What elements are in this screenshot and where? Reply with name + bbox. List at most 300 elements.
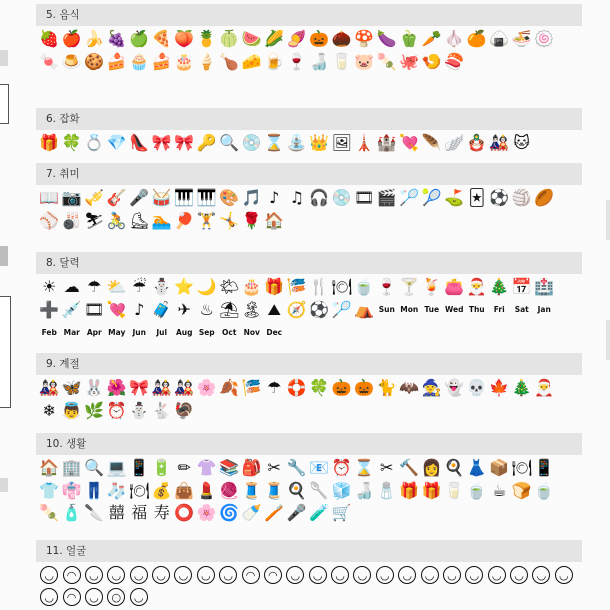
section-hobby: [36, 163, 582, 232]
emoji-icon: 🏸: [399, 188, 420, 208]
emoji-icon: 🧂: [376, 480, 397, 500]
face-icon: ◡: [107, 566, 125, 584]
emoji-icon: 🎃: [354, 378, 375, 398]
emoji-icon: 福: [131, 503, 148, 523]
emoji-icon: 🍎: [61, 29, 82, 49]
emoji-icon: 🏥: [534, 277, 555, 297]
emoji-icon: ⛅: [106, 277, 127, 297]
emoji-icon: 🌸: [196, 378, 217, 398]
edge-tab: [606, 320, 610, 360]
emoji-icon: 🎒: [241, 458, 262, 478]
emoji-icon: 👘: [61, 480, 82, 500]
right-page-edge: [600, 0, 610, 610]
emoji-icon: 🍂: [219, 378, 240, 398]
emoji-icon: 🍙: [489, 29, 510, 49]
face-icon: ◡: [174, 566, 192, 584]
emoji-icon: 🏐: [511, 188, 532, 208]
icon-grid: [36, 562, 576, 608]
emoji-icon: 🃏: [468, 188, 485, 208]
emoji-icon: 📷: [61, 188, 82, 208]
emoji-icon: 🌰: [331, 29, 352, 49]
emoji-icon: 🍆: [376, 29, 397, 49]
emoji-icon: 🎤: [129, 188, 150, 208]
emoji-icon: 🏓: [174, 210, 195, 230]
emoji-icon: 🏢: [61, 458, 82, 478]
emoji-icon: 🎵: [241, 188, 262, 208]
emoji-icon: 🎁: [264, 277, 285, 297]
emoji-icon: 💰: [151, 480, 172, 500]
emoji-icon: 🐙: [399, 51, 420, 71]
emoji-icon: 🎎: [489, 133, 510, 153]
emoji-icon: 🍸: [399, 277, 420, 297]
edge-tab: [0, 478, 8, 492]
emoji-icon: ⚽: [309, 299, 330, 319]
emoji-icon: 👠: [129, 133, 150, 153]
section-face: [36, 540, 582, 608]
section-food: [36, 4, 582, 73]
emoji-icon: 🍪: [84, 51, 105, 71]
icon-grid: [36, 130, 576, 155]
emoji-icon: 🍳: [286, 480, 307, 500]
emoji-icon: ☂: [87, 277, 102, 297]
emoji-icon: 🍳: [444, 458, 465, 478]
emoji-icon: 🥛: [331, 51, 352, 71]
emoji-icon: 🎅: [534, 378, 555, 398]
face-icon: ◡: [130, 588, 148, 606]
calendar-label-icon: Fri: [493, 305, 505, 314]
emoji-icon: 👑: [309, 133, 330, 153]
calendar-label-icon: Dec: [266, 327, 283, 337]
emoji-icon: 🎁: [399, 480, 420, 500]
emoji-icon: ♪: [269, 188, 280, 208]
emoji-icon: 🎨: [219, 188, 240, 208]
emoji-icon: 🍏: [129, 29, 150, 49]
emoji-icon: 💍: [84, 133, 105, 153]
calendar-label-icon: Sat: [514, 305, 529, 314]
emoji-icon: 🏰: [376, 133, 397, 153]
section-title: 11. 얼굴: [36, 540, 582, 562]
calendar-label-icon: Tue: [424, 305, 440, 314]
emoji-icon: 🎸: [106, 188, 127, 208]
calendar-label-icon: Jun: [132, 327, 146, 337]
emoji-icon: 🎃: [331, 378, 352, 398]
emoji-icon: 🍴: [309, 277, 330, 297]
icon-grid: [36, 455, 576, 525]
calendar-label-icon: Mon: [400, 305, 419, 314]
emoji-icon: 🗼: [354, 133, 375, 153]
emoji-icon: 🌤: [219, 277, 240, 297]
face-icon: ◡: [353, 566, 371, 584]
emoji-icon: 🎎: [174, 378, 195, 398]
emoji-icon: ⛳: [444, 188, 465, 208]
section-title: 5. 음식: [36, 4, 582, 26]
emoji-icon: 囍: [108, 503, 125, 523]
emoji-icon: 🍽: [331, 277, 352, 297]
emoji-icon: ☕: [492, 480, 507, 500]
emoji-icon: ⛰: [267, 299, 281, 319]
face-icon: ◠: [63, 588, 81, 606]
emoji-icon: 🧙: [421, 378, 442, 398]
emoji-icon: 📱: [129, 458, 150, 478]
face-icon: ◠: [264, 566, 282, 584]
icon-grid: [36, 26, 576, 73]
emoji-icon: 🎾: [421, 188, 442, 208]
emoji-icon: 🌀: [219, 503, 240, 523]
emoji-icon: 🧁: [129, 51, 150, 71]
emoji-icon: 🔪: [84, 503, 105, 523]
emoji-icon: 💉: [61, 299, 82, 319]
emoji-icon: 🧊: [331, 480, 352, 500]
emoji-icon: 🍹: [421, 277, 442, 297]
emoji-icon: 🔋: [151, 458, 172, 478]
emoji-icon: 🎄: [489, 277, 510, 297]
emoji-icon: 🧀: [241, 51, 262, 71]
face-icon: ○: [107, 588, 125, 606]
face-icon: ◠: [242, 566, 260, 584]
emoji-icon: 🥛: [444, 480, 465, 500]
emoji-icon: 🍥: [534, 29, 555, 49]
emoji-icon: 🐇: [151, 400, 172, 420]
emoji-icon: 🍁: [489, 378, 510, 398]
emoji-icon: 🍵: [534, 480, 555, 500]
emoji-icon: 💀: [466, 378, 487, 398]
face-icon: ◡: [85, 566, 103, 584]
edge-tab: [0, 246, 8, 266]
emoji-icon: 🍊: [466, 29, 487, 49]
emoji-icon: 🍌: [84, 29, 105, 49]
face-icon: ◡: [510, 566, 528, 584]
emoji-icon: 🌽: [264, 29, 285, 49]
emoji-icon: 🍬: [39, 51, 60, 71]
section-title: 8. 달력: [36, 252, 582, 274]
emoji-icon: 🎄: [511, 378, 532, 398]
emoji-icon: 💎: [106, 133, 127, 153]
face-icon: ◠: [63, 566, 81, 584]
emoji-icon: ☀: [42, 277, 57, 297]
emoji-icon: 🌺: [106, 378, 127, 398]
emoji-icon: 🍜: [511, 29, 532, 49]
section-title: 7. 취미: [36, 163, 582, 185]
emoji-icon: 🎞: [84, 299, 105, 319]
emoji-icon: 🥄: [309, 480, 330, 500]
emoji-icon: 🎀: [129, 378, 150, 398]
calendar-label-icon: Thu: [468, 305, 485, 314]
emoji-icon: 🎃: [309, 29, 330, 49]
emoji-icon: ⏰: [331, 458, 352, 478]
emoji-icon: 📅: [511, 277, 532, 297]
left-page-edge: [0, 0, 14, 610]
edge-box: [0, 84, 9, 124]
emoji-icon: 👼: [61, 400, 82, 420]
emoji-icon: ✏: [177, 458, 191, 478]
face-icon: ◡: [421, 566, 439, 584]
emoji-icon: ♨: [199, 299, 214, 319]
emoji-icon: 🍣: [444, 51, 465, 71]
emoji-icon: 🎬: [376, 188, 397, 208]
emoji-icon: 🐰: [84, 378, 105, 398]
emoji-icon: 🍇: [106, 29, 127, 49]
edge-box: [0, 296, 11, 408]
emoji-icon: ⛲: [286, 133, 307, 153]
emoji-icon: ➕: [39, 299, 60, 319]
emoji-icon: 🍗: [219, 51, 240, 71]
emoji-icon: 👩: [421, 458, 442, 478]
emoji-icon: 👻: [444, 378, 465, 398]
emoji-icon: ⛱: [219, 299, 240, 319]
emoji-icon: 🔑: [196, 133, 217, 153]
calendar-label-icon: Apr: [86, 327, 102, 337]
emoji-icon: 🎤: [286, 503, 307, 523]
emoji-icon: 🌸: [196, 503, 217, 523]
emoji-icon: 📱: [534, 458, 555, 478]
emoji-icon: 📧: [309, 458, 330, 478]
emoji-icon: 🍉: [241, 29, 262, 49]
face-icon: ◡: [532, 566, 550, 584]
emoji-icon: 🤸: [219, 210, 240, 230]
emoji-icon: 👛: [444, 277, 465, 297]
emoji-icon: ❄: [42, 400, 56, 420]
emoji-icon: 🔨: [399, 458, 420, 478]
face-icon: ◡: [40, 566, 58, 584]
emoji-icon: 🫑: [399, 29, 420, 49]
emoji-icon: 🍵: [354, 277, 375, 297]
icon-grid: [36, 375, 576, 422]
emoji-icon: ⌛: [354, 458, 375, 478]
emoji-icon: 🍄: [354, 29, 375, 49]
emoji-icon: 🍶: [309, 51, 330, 71]
emoji-icon: ⚽: [489, 188, 510, 208]
emoji-icon: 🖼: [331, 133, 352, 153]
emoji-icon: 👚: [196, 458, 217, 478]
emoji-icon: 🎂: [241, 277, 262, 297]
calendar-label-icon: Feb: [41, 327, 57, 337]
emoji-icon: 💿: [241, 133, 262, 153]
face-icon: ◡: [286, 566, 304, 584]
emoji-icon: 🍰: [106, 51, 127, 71]
face-icon: ◡: [152, 566, 170, 584]
section-title: 6. 잡화: [36, 108, 582, 130]
emoji-icon: ⛄: [151, 277, 172, 297]
emoji-icon: ⌛: [264, 133, 285, 153]
emoji-icon: 🍈: [219, 29, 240, 49]
emoji-icon: ☔: [132, 277, 147, 297]
emoji-icon: 💿: [331, 188, 352, 208]
emoji-icon: 🦇: [399, 378, 420, 398]
emoji-icon: 🧵: [241, 480, 262, 500]
emoji-icon: 🛟: [286, 378, 307, 398]
emoji-icon: 🪶: [421, 133, 442, 153]
emoji-icon: 🔍: [84, 458, 105, 478]
emoji-icon: 🪽: [444, 133, 465, 153]
face-icon: ◡: [331, 566, 349, 584]
emoji-icon: 🍡: [39, 503, 60, 523]
emoji-icon: 🧦: [106, 480, 127, 500]
face-icon: ◡: [443, 566, 461, 584]
emoji-icon: 🎏: [286, 277, 307, 297]
emoji-icon: 🏝: [241, 299, 262, 319]
emoji-icon: 🍷: [286, 51, 307, 71]
emoji-icon: ☁: [63, 277, 80, 297]
icon-grid: [36, 274, 576, 344]
emoji-icon: 🧭: [286, 299, 307, 319]
emoji-icon: 🐱: [513, 133, 531, 153]
emoji-icon: 👕: [39, 480, 60, 500]
face-icon: ◡: [85, 588, 103, 606]
face-icon: ◡: [197, 566, 215, 584]
emoji-icon: 🍵: [466, 480, 487, 500]
emoji-icon: ⚾: [39, 210, 60, 230]
emoji-icon: 🔧: [286, 458, 307, 478]
emoji-icon: ♪: [134, 299, 145, 319]
calendar-label-icon: Mar: [63, 327, 80, 337]
face-icon: ◡: [398, 566, 416, 584]
emoji-icon: 🦃: [174, 400, 195, 420]
emoji-icon: 🎁: [421, 480, 442, 500]
emoji-icon: ☂: [267, 378, 282, 398]
emoji-icon: 🎹: [174, 188, 195, 208]
emoji-icon: ⭐: [174, 277, 195, 297]
emoji-icon: 🍍: [196, 29, 217, 49]
emoji-icon: 🏋: [196, 210, 217, 230]
calendar-label-icon: Sun: [378, 305, 395, 314]
emoji-icon: 🍑: [174, 29, 195, 49]
emoji-icon: 🎧: [309, 188, 330, 208]
emoji-icon: 🎅: [466, 277, 487, 297]
section-calendar: [36, 252, 582, 344]
emoji-icon: 🎎: [39, 378, 60, 398]
face-icon: ◡: [376, 566, 394, 584]
emoji-icon: 🍽: [129, 480, 150, 500]
emoji-icon: 🍼: [241, 503, 262, 523]
emoji-icon: 🏉: [534, 188, 555, 208]
emoji-icon: 🍮: [61, 51, 82, 71]
emoji-icon: 🏠: [39, 458, 60, 478]
emoji-icon: 💘: [399, 133, 420, 153]
emoji-icon: 🧄: [444, 29, 465, 49]
edge-tab: [606, 200, 610, 240]
emoji-icon: ✂: [380, 458, 394, 478]
emoji-icon: 🎎: [151, 378, 172, 398]
emoji-icon: 🚴: [106, 210, 127, 230]
emoji-icon: 🏠: [264, 210, 285, 230]
calendar-label-icon: May: [108, 327, 126, 337]
emoji-icon: 🍽: [511, 458, 532, 478]
emoji-icon: 🍤: [421, 51, 442, 71]
emoji-icon: 🎹: [196, 188, 217, 208]
calendar-label-icon: Aug: [175, 327, 193, 337]
face-icon: ◡: [130, 566, 148, 584]
emoji-icon: 🥕: [421, 29, 442, 49]
emoji-icon: 📚: [219, 458, 240, 478]
section-season: [36, 353, 582, 422]
calendar-label-icon: Jul: [156, 327, 168, 337]
section-goods: [36, 108, 582, 155]
face-icon: ◡: [465, 566, 483, 584]
face-icon: ◡: [219, 566, 237, 584]
emoji-icon: 🎀: [174, 133, 195, 153]
emoji-icon: 🐷: [354, 51, 375, 71]
emoji-icon: 🍓: [39, 29, 60, 49]
emoji-icon: 🛒: [331, 503, 352, 523]
emoji-icon: 🌹: [241, 210, 262, 230]
emoji-icon: 🎏: [241, 378, 262, 398]
face-icon: ◡: [309, 566, 327, 584]
emoji-icon: 👗: [466, 458, 487, 478]
emoji-icon: 📦: [489, 458, 510, 478]
emoji-icon: 🪥: [264, 503, 285, 523]
emoji-icon: 🏊: [151, 210, 172, 230]
calendar-label-icon: Sep: [198, 327, 215, 337]
emoji-icon: 🍕: [151, 29, 172, 49]
emoji-icon: 🍷: [376, 277, 397, 297]
emoji-icon: ⏰: [106, 400, 127, 420]
emoji-icon: 💄: [196, 480, 217, 500]
emoji-icon: 🍀: [309, 378, 330, 398]
emoji-icon: 🍡: [376, 51, 397, 71]
emoji-icon: 🎀: [151, 133, 172, 153]
emoji-icon: 🎁: [39, 133, 60, 153]
emoji-icon: 🏸: [331, 299, 352, 319]
emoji-icon: 💻: [106, 458, 127, 478]
emoji-icon: 🧵: [264, 480, 285, 500]
emoji-icon: 🍀: [61, 133, 82, 153]
emoji-icon: 🦋: [61, 378, 82, 398]
emoji-icon: ⛸: [129, 210, 150, 230]
section-title: 9. 계절: [36, 353, 582, 375]
emoji-icon: ♫: [289, 188, 304, 208]
emoji-icon: 🎺: [84, 188, 105, 208]
calendar-label-icon: Jan: [537, 305, 551, 314]
emoji-icon: 寿: [153, 503, 170, 523]
emoji-icon: ⛄: [129, 400, 150, 420]
emoji-icon: 🧶: [219, 480, 240, 500]
face-icon: ◡: [40, 588, 58, 606]
section-living: [36, 433, 582, 525]
emoji-icon: 🧪: [309, 503, 330, 523]
icon-grid: [36, 185, 576, 232]
emoji-icon: 🍺: [264, 51, 285, 71]
emoji-icon: 🍦: [196, 51, 217, 71]
emoji-icon: 🔍: [219, 133, 240, 153]
emoji-icon: 🌿: [84, 400, 105, 420]
emoji-icon: 👜: [174, 480, 195, 500]
emoji-icon: 🧴: [61, 503, 82, 523]
emoji-icon: 💘: [106, 299, 127, 319]
emoji-icon: 👖: [84, 480, 105, 500]
emoji-icon: 🍠: [286, 29, 307, 49]
emoji-icon: ⛷: [84, 210, 105, 230]
emoji-icon: 🪆: [466, 133, 487, 153]
section-title: 10. 생활: [36, 433, 582, 455]
emoji-icon: 🎞: [354, 188, 375, 208]
calendar-label-icon: Wed: [445, 305, 464, 314]
calendar-label-icon: Oct: [222, 327, 237, 337]
emoji-icon: 🍶: [354, 480, 375, 500]
emoji-icon: 🐈: [376, 378, 397, 398]
emoji-icon: ⭕: [174, 503, 195, 523]
face-icon: ◡: [555, 566, 573, 584]
face-icon: ◡: [488, 566, 506, 584]
emoji-icon: ✈: [177, 299, 191, 319]
emoji-icon: 🎂: [174, 51, 195, 71]
emoji-icon: 🍰: [151, 51, 172, 71]
emoji-icon: 📖: [39, 188, 60, 208]
emoji-icon: 🌙: [196, 277, 217, 297]
emoji-icon: ⛺: [354, 299, 375, 319]
emoji-icon: 🍞: [511, 480, 532, 500]
emoji-icon: ✂: [267, 458, 281, 478]
emoji-icon: 🎳: [61, 210, 82, 230]
